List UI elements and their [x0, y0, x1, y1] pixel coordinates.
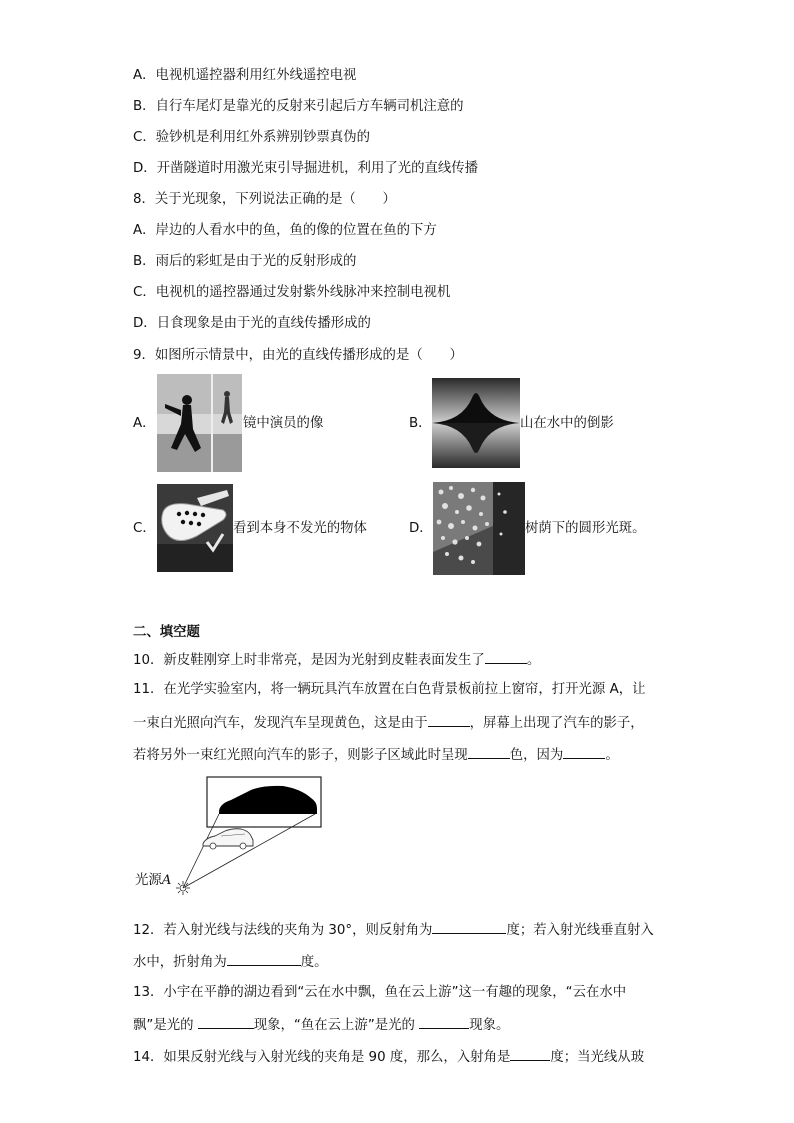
q11-line-2: 一束白光照向汽车，发现汽车呈现黄色，这是由于 ，屏幕上出现了汽车的影子，	[133, 712, 644, 734]
q7-option-d: D．开凿隧道时用激光束引导掘进机，利用了光的直线传播	[133, 161, 479, 176]
q10-answer-blank	[485, 649, 527, 664]
q12-blank-2	[227, 951, 301, 966]
q13-blank-1	[198, 1014, 254, 1029]
q7-option-c: C．验钞机是利用红外系辨别钞票真伪的	[133, 130, 370, 145]
q11-line-3: 若将另外一束红光照向汽车的影子，则影子区域此时呈现 色，因为 。	[133, 744, 619, 766]
q14-blank-1	[510, 1046, 550, 1061]
q8-option-c: C．电视机的遥控器通过发射紫外线脉冲来控制电视机	[133, 285, 451, 300]
q11-blank-1	[428, 712, 470, 727]
q8-option-a: A．岸边的人看水中的鱼，鱼的像的位置在鱼的下方	[133, 223, 437, 238]
ocarina-photo	[157, 484, 233, 572]
car-shadow-figure	[133, 776, 333, 896]
q13-blank-2	[419, 1014, 469, 1029]
q12-blank-1	[432, 919, 506, 934]
q9-stem: 9．如图所示情景中，由光的直线传播形成的是（ ）	[133, 348, 463, 363]
q11-line-1: 11．在光学实验室内，将一辆玩具汽车放置在白色背景板前拉上窗帘，打开光源 A，让	[133, 682, 646, 697]
q13-line-2: 飘”是光的 现象，“鱼在云上游”是光的 现象。	[133, 1014, 509, 1036]
q14-text: 14．如果反射光线与入射光线的夹角是 90 度，那么，入射角是 度；当光线从玻	[133, 1046, 644, 1068]
q8-option-d: D．日食现象是由于光的直线传播形成的	[133, 316, 371, 331]
q9-option-b-label: B．	[409, 416, 432, 431]
q8-stem: 8．关于光现象，下列说法正确的是（ ）	[133, 192, 396, 207]
q10-text: 10．新皮鞋刚穿上时非常亮，是因为光射到皮鞋表面发生了 。	[133, 649, 540, 671]
q9-option-d-caption: 树荫下的圆形光斑。	[525, 521, 646, 536]
q9-option-d-label: D．	[409, 521, 433, 536]
section-title-fill-in: 二、填空题	[133, 625, 200, 640]
light-source-label: 光源A	[135, 873, 172, 888]
q9-option-c-caption: 看到本身不发光的物体	[233, 521, 367, 536]
q11-blank-3	[563, 744, 605, 759]
q12-line-2: 水中，折射角为 度。	[133, 951, 328, 973]
q9-option-a-label: A．	[133, 416, 156, 431]
q7-option-a: A．电视机遥控器利用红外线遥控电视	[133, 68, 357, 83]
q11-blank-2	[468, 744, 510, 759]
dancer-mirror-photo	[157, 374, 242, 472]
q12-line-1: 12．若入射光线与法线的夹角为 30°，则反射角为 度；若入射光线垂直射入	[133, 919, 654, 941]
light-spots-photo	[433, 482, 525, 575]
q8-option-b: B．雨后的彩虹是由于光的反射形成的	[133, 254, 357, 269]
q13-line-1: 13．小宇在平静的湖边看到“云在水中飘，鱼在云上游”这一有趣的现象，“云在水中	[133, 985, 627, 1000]
q7-option-b: B．自行车尾灯是靠光的反射来引起后方车辆司机注意的	[133, 99, 464, 114]
q9-option-b-caption: 山在水中的倒影	[520, 416, 614, 431]
mountain-reflection-photo	[432, 378, 520, 468]
q9-option-c-label: C．	[133, 521, 156, 536]
q9-option-a-caption: 镜中演员的像	[243, 416, 324, 431]
